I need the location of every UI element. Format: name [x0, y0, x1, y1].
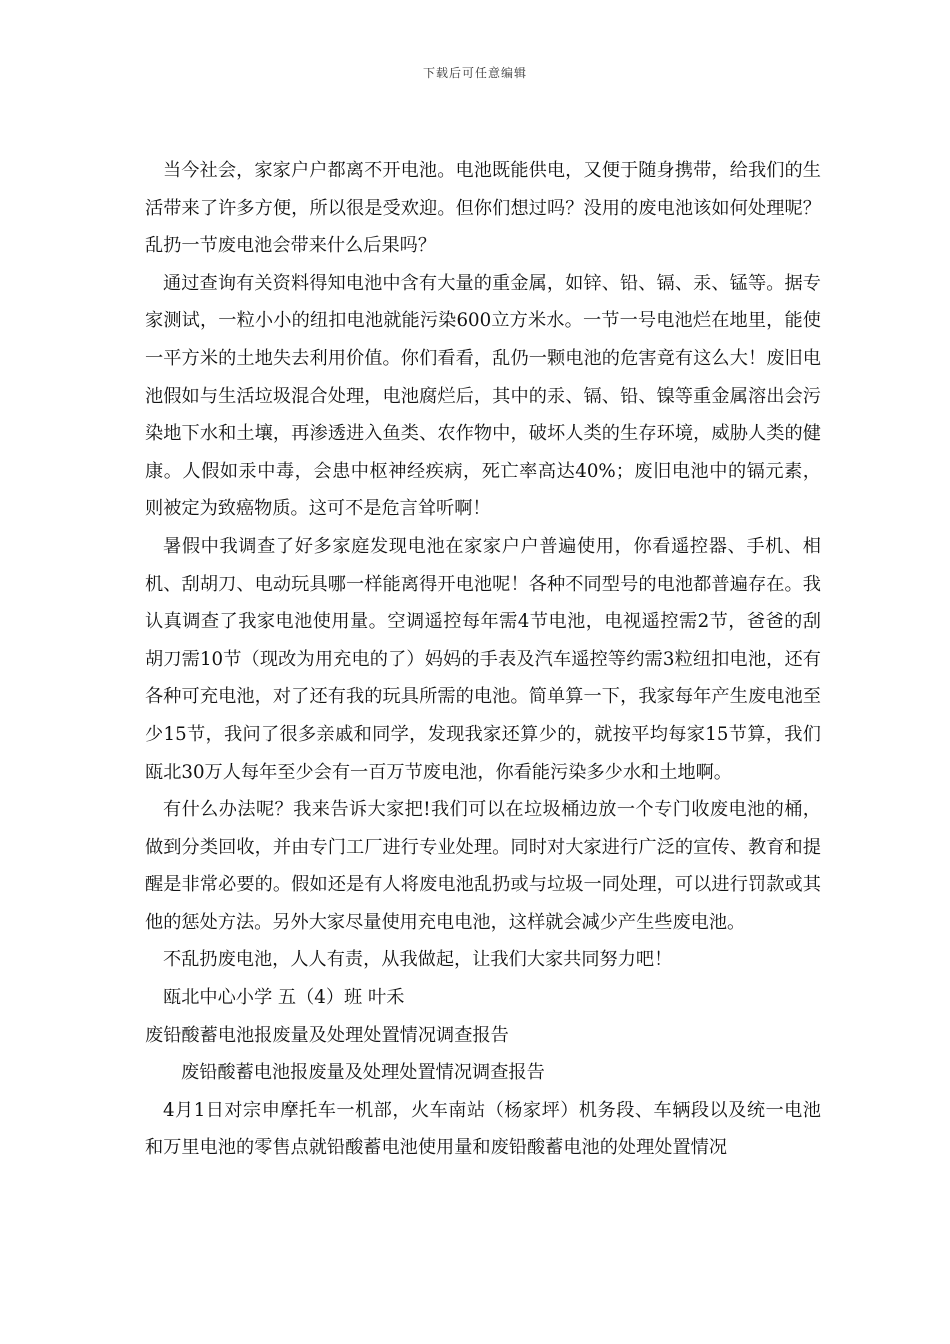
page-header: 下载后可任意编辑	[422, 66, 527, 80]
paragraph-heavy-metals: 通过查询有关资料得知电池中含有大量的重金属，如锌、铅、镉、汞、锰等。据专家测试，一粒小小的纽扣电池就能污染600立方米水。一节一号电池烂在地里，能使一平方米的土地失去利用价值。你们看看，乱仍一颗电池的危害竟有这么大！废旧电池假如与生活垃圾混合处理，电池腐烂后，其中的汞、镉、铅、镍等重金属溶出会污染地下水和土壤，再渗透进入鱼类、农作物中，破坏人类的生存环境，威胁人类的健康。人假如汞中毒，会患中枢神经疾病，死亡率高达40%；废旧电池中的镉元素，则被定为致癌物质。这可不是危言耸听啊！	[145, 272, 821, 520]
paragraph-survey: 暑假中我调查了好多家庭发现电池在家家户户普遍使用，你看遥控器、手机、相机、刮胡刀、电动玩具哪一样能离得开电池呢！各种不同型号的电池都普遍存在。我认真调查了我家电池使用量。空调遥控每年需4节电池，电视遥控需2节，爸爸的刮胡刀需10节（现改为用充电的了）妈妈的手表及汽车遥控等约需3粒纽扣电池，还有各种可充电池，对了还有我的玩具所需的电池。简单算一下，我家每年产生废电池至少15节，我问了很多亲戚和同学，发现我家还算少的，就按平均每家15节算，我们瓯北30万人每年至少会有一百万节废电池，你看能污染多少水和土地啊。	[145, 535, 821, 783]
paragraph-call-to-action: 不乱扔废电池，人人有责，从我做起，让我们大家共同努力吧！	[163, 949, 673, 971]
report-paragraph: 4月1日对宗申摩托车一机部，火车南站（杨家坪）机务段、车辆段以及统一电池和万里电池的零售点就铅酸蓄电池使用量和废铅酸蓄电池的处理处置情况	[145, 1099, 821, 1159]
paragraph-solutions: 有什么办法呢？我来告诉大家把!我们可以在垃圾桶边放一个专门收废电池的桶，做到分类回收，并由专门工厂进行专业处理。同时对大家进行广泛的宣传、教育和提醒是非常必要的。假如还是有人将废电池乱扔或与垃圾一同处理，可以进行罚款或其他的惩处方法。另外大家尽量使用充电电池，这样就会减少产生些废电池。	[145, 799, 821, 933]
report-subtitle: 废铅酸蓄电池报废量及处理处置情况调查报告	[181, 1062, 545, 1084]
author-signature: 瓯北中心小学 五（4）班 叶禾	[163, 987, 405, 1009]
document-body	[145, 152, 821, 1167]
report-title: 废铅酸蓄电池报废量及处理处置情况调查报告	[145, 1024, 509, 1046]
paragraph-intro: 当今社会，家家户户都离不开电池。电池既能供电，又便于随身携带，给我们的生活带来了许多方便，所以很是受欢迎。但你们想过吗？没用的废电池该如何处理呢？乱扔一节废电池会带来什么后果吗？	[145, 160, 821, 257]
